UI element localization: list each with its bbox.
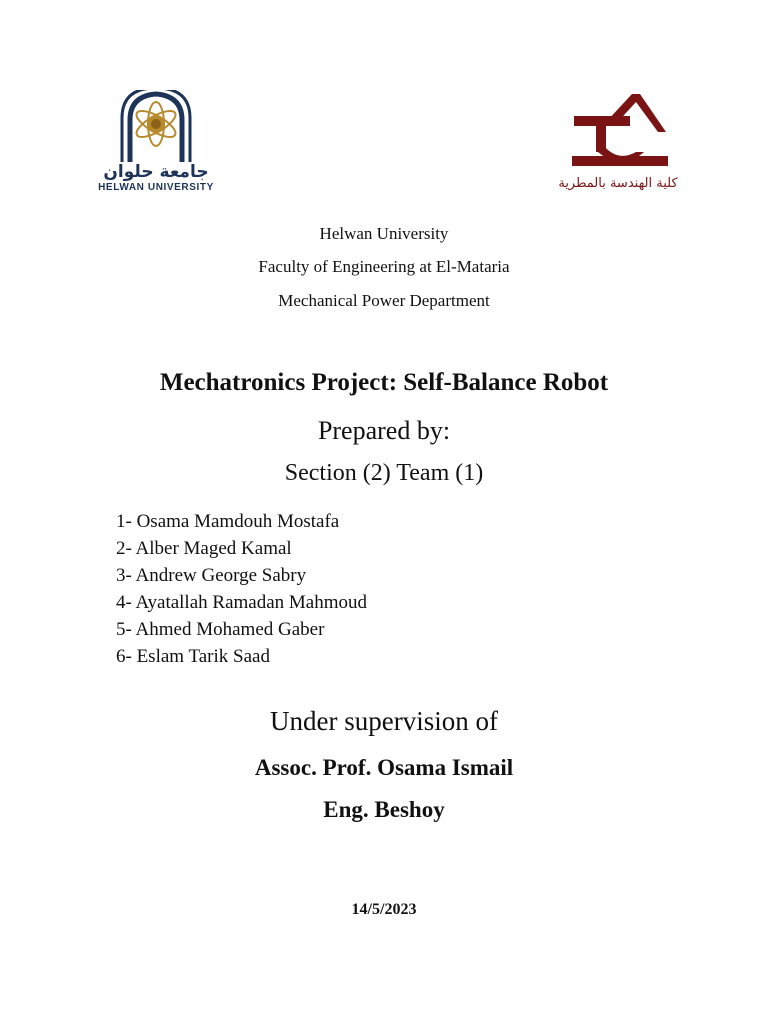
helwan-emblem-icon bbox=[96, 90, 216, 168]
supervisor-secondary: Eng. Beshoy bbox=[323, 797, 445, 822]
faculty-logo-arabic-text: كلية الهندسة بالمطرية bbox=[558, 176, 678, 191]
project-title: Mechatronics Project: Self-Balance Robot bbox=[159, 369, 609, 396]
helwan-logo-arabic-text: جامعة حلوان bbox=[103, 162, 209, 182]
section-team: Section (2) Team (1) bbox=[284, 460, 484, 486]
faculty-emblem-icon bbox=[548, 90, 688, 174]
university-name: Helwan University bbox=[319, 224, 449, 243]
helwan-logo-english-text: HELWAN UNIVERSITY bbox=[98, 182, 214, 193]
document-date: 14/5/2023 bbox=[351, 901, 417, 918]
team-member-list bbox=[116, 508, 536, 670]
helwan-university-logo bbox=[96, 90, 216, 202]
faculty-name: Faculty of Engineering at El-Mataria bbox=[258, 257, 510, 276]
supervision-heading: Under supervision of bbox=[270, 706, 498, 736]
team-member: 5- Ahmed Mohamed Gaber bbox=[116, 619, 325, 640]
prepared-by-label: Prepared by: bbox=[317, 416, 451, 445]
team-member: 6- Eslam Tarik Saad bbox=[116, 646, 270, 667]
team-member: 2- Alber Maged Kamal bbox=[116, 538, 292, 559]
team-member: 1- Osama Mamdouh Mostafa bbox=[116, 511, 340, 532]
department-name: Mechanical Power Department bbox=[278, 291, 490, 310]
team-member: 3- Andrew George Sabry bbox=[116, 565, 307, 586]
team-member: 4- Ayatallah Ramadan Mahmoud bbox=[116, 592, 367, 613]
faculty-logo bbox=[548, 90, 688, 200]
supervisor-primary: Assoc. Prof. Osama Ismail bbox=[254, 755, 514, 780]
